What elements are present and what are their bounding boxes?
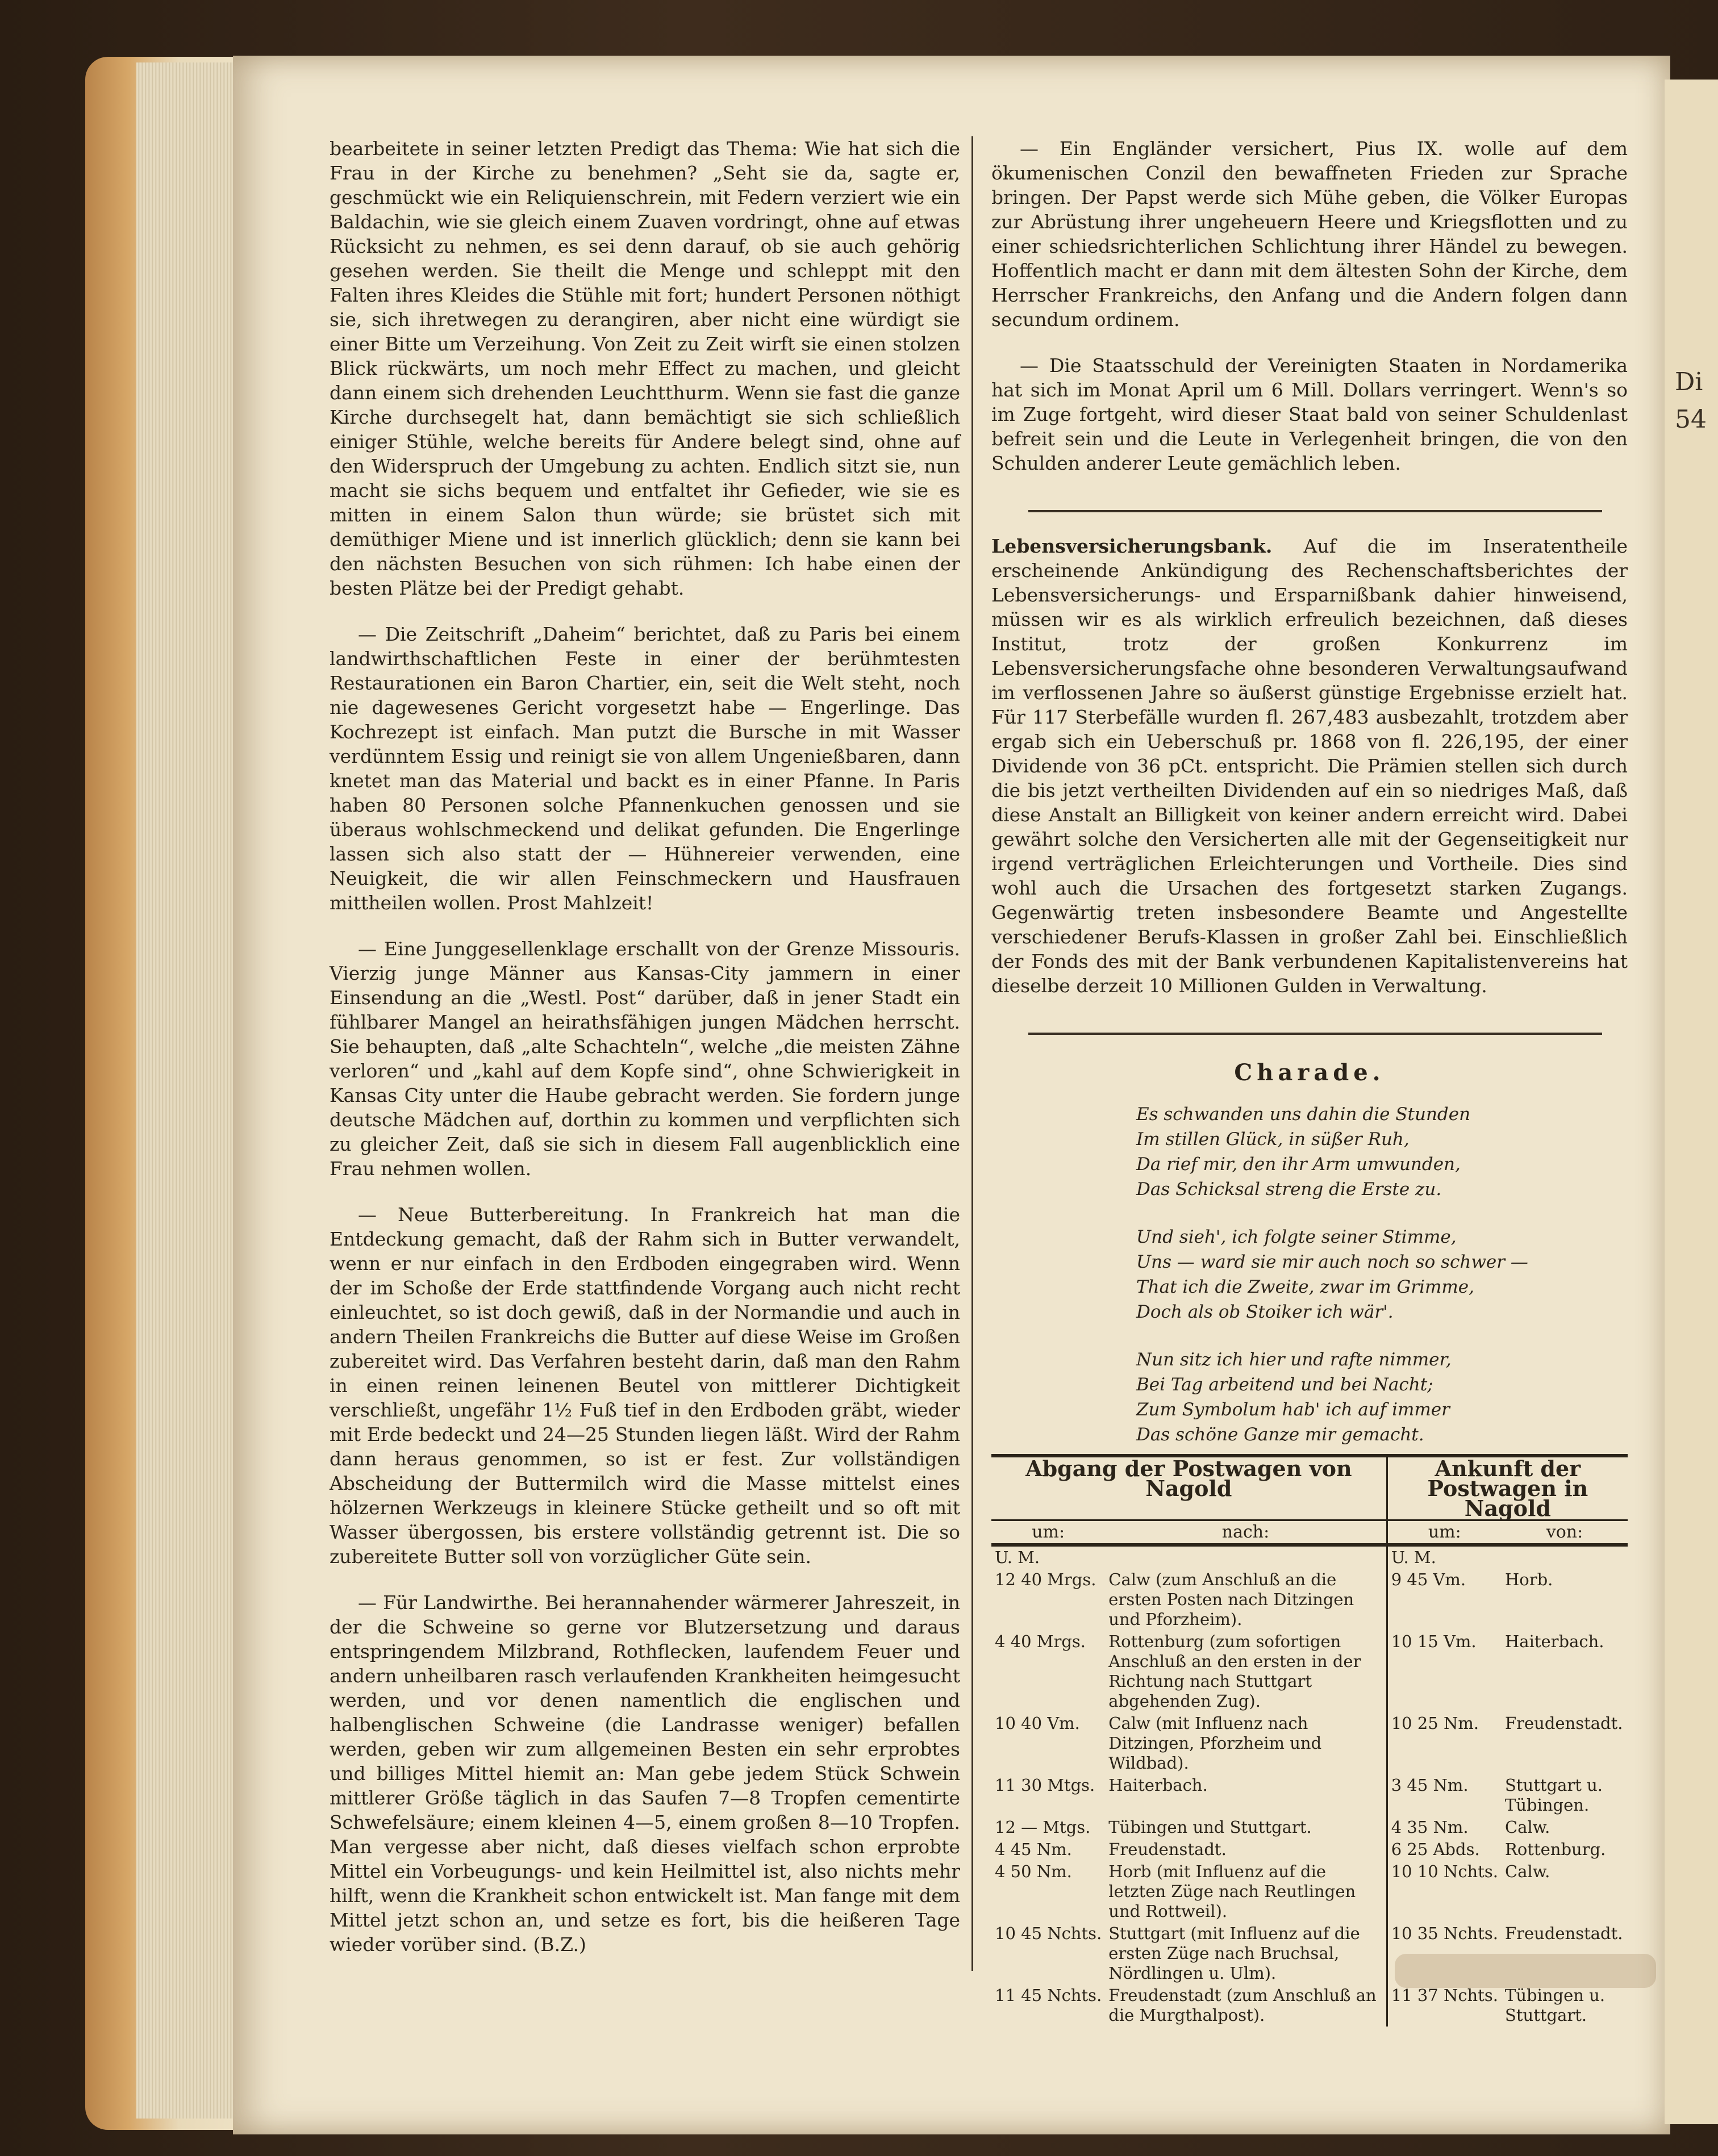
- postwagen-timetable: [991, 1454, 1628, 2027]
- right-column-top: [991, 136, 1628, 497]
- destination: Freudenstadt.: [1105, 1839, 1387, 1861]
- insurance-text: Auf die im Inseratentheile erscheinende Ankündigung des Rechenschaftsberichtes der Lebensversicherungs- und Ersparnißbank dahier hinweisend, müssen wir es als wirklich erfreulich bezeichnen, daß dieses Institut, trotz der großen Konkurrenz im Lebensversicherungsfache ohne besonderen Verwaltungsaufwand im verflossenen Jahre so äußerst günstige Ergebnisse erzielt hat. Für 117 Sterbefälle wurden fl. 267,483 ausbezahlt, trotzdem aber ergab sich ein Ueberschuß pr. 1868 von fl. 226,195, der einer Dividende von 36 pCt. entspricht. Die Prämien stellen sich durch die bis jetzt vertheilten Dividenden auf ein so niedriges Maß, daß diese Anstalt an Billigkeit von keiner andern erreicht wird. Dabei gewährt solche den Versicherten alle mit der Gegenseitigkeit nur irgend verträglichen Erleichterungen und Vortheile. Dies sind wohl auch die Ursachen des fortgesetzt starken Zugangs. Gegenwärtig treten insbesondere Beamte und Angestellte verschiedener Berufs-Klassen in großer Zahl bei. Einschließlich der Fonds des mit der Bank verbundenen Kapitalistenvereins hat dieselbe derzeit 10 Millionen Gulden in Verwaltung.: [991, 535, 1628, 997]
- timetable-row: [991, 1839, 1628, 1861]
- unit-header: U. M.: [995, 1548, 1040, 1567]
- origin: Calw.: [1505, 1862, 1550, 1881]
- article-engerlinge: — Die Zeitschrift „Daheim“ berichtet, daß zu Paris bei einem landwirthschaftlichen Feste in einer der berühmtesten Restaurationen ein Baron Chartier, ein, seit die Welt steht, noch nie dagewesenes Gericht vorgesetzt habe — Engerlinge. Das Kochrezept ist einfach. Man putzt die Bursche in mit Wasser verdünntem Essig und reinigt sie von allem Ungenießbaren, dann knetet man das Material und backt es in einer Pfanne. In Paris haben 80 Personen solche Pfannenkuchen genossen und sie überaus wohlschmeckend und delikat gefunden. Die Engerlinge lassen sich also statt der — Hühnereier verwenden, eine Neuigkeit, die wir allen Feinschmeckern und Hausfrauen mittheilen wollen. Prost Mahlzeit!: [330, 623, 960, 914]
- departure-time: 10 45 Nchts.: [995, 1924, 1102, 1943]
- departure-time: 4 45 Nm.: [995, 1840, 1072, 1859]
- departure-title: Abgang der Postwagen von Nagold: [991, 1456, 1387, 1520]
- poem-line: Und sieh', ich folgte seiner Stimme,: [1136, 1227, 1457, 1247]
- arrival-time: 10 10 Nchts.: [1391, 1862, 1498, 1881]
- poem-line: Zum Symbolum hab' ich auf immer: [1136, 1399, 1450, 1420]
- timetable-unit-row: [991, 1545, 1628, 1569]
- poem-line: Doch als ob Stoiker ich wär'.: [1136, 1302, 1394, 1322]
- poem-stanza: [1136, 1102, 1528, 1202]
- destination: Rottenburg (zum sofortigen Anschluß an den ersten in der Richtung nach Stuttgart abgehenden Zug).: [1105, 1631, 1387, 1712]
- poem-line: Nun sitz ich hier und rafte nimmer,: [1136, 1349, 1452, 1370]
- departure-time: 11 30 Mtgs.: [995, 1775, 1095, 1795]
- poem-line: Das schöne Ganze mir gemacht.: [1136, 1424, 1424, 1445]
- charade-poem: [1136, 1102, 1528, 1470]
- arrival-time: 10 15 Vm.: [1391, 1632, 1477, 1651]
- poem-stanza: [1136, 1225, 1528, 1324]
- origin: Freudenstadt.: [1505, 1924, 1623, 1943]
- article-staatsschuld: — Die Staatsschuld der Vereinigten Staaten in Nordamerika hat sich im Monat April um 6 Mill. Dollars verringert. Wenn's so im Zuge fortgeht, wird dieser Staat bald von seiner Schuldenlast befreit sein und die Leute in Verlegenheit bringen, die von den Schulden anderer Leute gemächlich leben.: [991, 354, 1628, 474]
- timetable-row: [991, 1774, 1628, 1816]
- poem-line: Bei Tag arbeitend und bei Nacht;: [1136, 1374, 1433, 1395]
- destination: Calw (zum Anschluß an die ersten Posten nach Ditzingen und Pforzheim).: [1105, 1569, 1387, 1631]
- arrival-time: 11 37 Nchts.: [1391, 1986, 1498, 2005]
- arrival-time: 6 25 Abds.: [1391, 1840, 1480, 1859]
- next-page-edge: [1665, 80, 1718, 2124]
- departure-time: 11 45 Nchts.: [995, 1986, 1102, 2005]
- destination: Stuttgart (mit Influenz auf die ersten Züge nach Bruchsal, Nördlingen u. Ulm).: [1105, 1923, 1387, 1984]
- separator-rule-1: [1028, 510, 1602, 512]
- article-butterbereitung: — Neue Butterbereitung. In Frankreich hat man die Entdeckung gemacht, daß der Rahm sich in Butter verwandelt, wenn er nur einfach in den Erdboden eingegraben wird. Wenn der im Schoße der Erde stattfindende Vorgang auch nicht recht einleuchtet, so ist doch gewiß, daß in der Normandie und auch in andern Theilen Frankreichs die Butter auf diese Weise im Großen zubereitet wird. Das Verfahren besteht darin, daß man den Rahm in einen reinen leinenen Beutel von mittlerer Dichtigkeit verschließt, ungefähr 1½ Fuß tief in den Erdboden gräbt, wieder mit Erde bedeckt und 24—25 Stunden liegen läßt. Wird der Rahm dann heraus genommen, so ist er fest. Zur vollständigen Abscheidung der Buttermilch wird die Masse mittelst eines hölzernen Werkzeugs in kleinere Stücke getheilt und so oft mit Wasser übergossen, bis erstere vollständig getrennt ist. Die so zubereitete Butter soll von vorzüglicher Güte sein.: [330, 1204, 960, 1568]
- destination: Tübingen und Stuttgart.: [1105, 1816, 1387, 1839]
- poem-line: That ich die Zweite, zwar im Grimme,: [1136, 1277, 1475, 1297]
- destination: Freudenstadt (zum Anschluß an die Murgthalpost).: [1105, 1984, 1387, 2027]
- article-sermon: bearbeitete in seiner letzten Predigt das Thema: Wie hat sich die Frau in der Kirche zu benehmen? „Seht sie da, sagte er, geschmückt wie ein Reliquienschrein, mit Federn verziert wie ein Baldachin, wie sie gleich einem Zuaven vordringt, ohne auf etwas Rücksicht zu nehmen, es sei denn darauf, ob sie auch gehörig gesehen werden. Sie theilt die Menge und schleppt mit den Falten ihres Kleides die Stühle mit fort; hundert Personen nöthigt sie, sich ihretwegen zu derangiren, aber nicht eine würdigt sie einer Bitte um Verzeihung. Von Zeit zu Zeit wirft sie einen stolzen Blick rückwärts, um noch mehr Effect zu machen, und gleicht dann einem sich drehenden Leuchtthurm. Wenn sie fast die ganze Kirche durchsegelt hat, dann bemächtigt sie sich schließlich einiger Stühle, welche bereits für Andere belegt sind, ohne auf den Widerspruch der Umgebung zu achten. Endlich sitzt sie, nun macht sie sichs bequem und entfaltet ihr Gefieder, wie sie es mitten in einem Salon thun würde; sie brüstet sich mit demüthiger Miene und ist innerlich glücklich; denn sie kann bei den nächsten Besuchen von sich rühmen: Ich habe einen der besten Plätze bei der Predigt gehabt.: [330, 137, 960, 599]
- arrival-time: 4 35 Nm.: [1391, 1817, 1469, 1837]
- left-column: [330, 136, 960, 1978]
- col-header-von: von:: [1502, 1520, 1628, 1545]
- arrival-time: 10 25 Nm.: [1391, 1714, 1479, 1733]
- col-header-um: um:: [991, 1520, 1105, 1545]
- destination: Horb (mit Influenz auf die letzten Züge nach Reutlingen und Rottweil).: [1105, 1861, 1387, 1923]
- origin: Haiterbach.: [1505, 1632, 1604, 1651]
- poem-line: Es schwanden uns dahin die Stunden: [1136, 1104, 1471, 1125]
- poem-stanza: [1136, 1347, 1528, 1447]
- arrival-time: 10 35 Nchts.: [1391, 1924, 1498, 1943]
- article-junggesellenklage: — Eine Junggesellenklage erschallt von der Grenze Missouris. Vierzig junge Männer aus Kansas-City jammern in einer Einsendung an die „Westl. Post“ darüber, daß in jener Stadt ein fühlbarer Mangel an heirathsfähigen jungen Mädchen herrscht. Sie behaupten, daß „alte Schachteln“, welche „die meisten Zähne verloren“ und „kahl auf dem Kopfe sind“, ohne Schwierigkeit in Kansas City unter die Haube gebracht werden. Sie fordern junge deutsche Mädchen auf, dorthin zu kommen und verpflichten sich zu gleicher Zeit, daß sie sich in diesem Fall augenblicklich eine Frau nehmen wollen.: [330, 938, 960, 1180]
- col-header-um-arrival: um:: [1387, 1520, 1502, 1545]
- poem-line: Uns — ward sie mir auch noch so schwer —: [1136, 1252, 1528, 1272]
- departure-time: 4 50 Nm.: [995, 1862, 1072, 1881]
- separator-rule-2: [1028, 1033, 1602, 1035]
- departure-time: 4 40 Mrgs.: [995, 1632, 1086, 1651]
- charade-title: Charade.: [1234, 1059, 1385, 1086]
- next-page-fragment: [1675, 363, 1707, 438]
- next-page-line-2: 54: [1675, 405, 1707, 434]
- unit-header-arrival: U. M.: [1391, 1548, 1436, 1567]
- next-page-line-1: Di: [1675, 367, 1703, 396]
- article-landwirthe: — Für Landwirthe. Bei herannahender wärmerer Jahreszeit, in der die Schweine so gerne vor Blutzersetzung und daraus entspringendem Milzbrand, Rothflecken, laufendem Feuer und andern unheilbaren rasch verlaufenden Krankheiten heimgesucht werden, und vor denen namentlich die englischen und halbenglischen Schweine (die Landrasse weniger) befallen werden, geben wir zum allgemeinen Besten ein sehr erprobtes und billiges Mittel hiemit an: Man gebe jedem Stück Schwein mittlerer Größe täglich in das Saufen 7—8 Tropfen cementirte Schwefelsäure; einem kleinen 4—5, einem großen 8—10 Tropfen. Man vergesse aber nicht, daß dieses vielfach schon erprobte Mittel ein Vorbeugungs- und kein Heilmittel ist, also nichts mehr hilft, wenn die Krankheit schon entwickelt ist. Man fange mit dem Mittel jetzt schon an, und setze es fort, bis die heißeren Tage wieder vorüber sind. (B.Z.): [330, 1591, 960, 1956]
- poem-line: Im stillen Glück, in süßer Ruh,: [1136, 1129, 1410, 1150]
- col-header-nach: nach:: [1105, 1520, 1387, 1545]
- arrival-time: 3 45 Nm.: [1391, 1775, 1469, 1795]
- origin: Rottenburg.: [1505, 1840, 1606, 1859]
- poem-line: Da rief mir, den ihr Arm umwunden,: [1136, 1154, 1461, 1175]
- paper-stain: [1395, 1954, 1656, 1988]
- arrival-time: 9 45 Vm.: [1391, 1570, 1466, 1589]
- origin: Stuttgart u. Tübingen.: [1505, 1775, 1603, 1815]
- timetable-row: [991, 1712, 1628, 1774]
- departure-time: 12 — Mtgs.: [995, 1817, 1091, 1837]
- destination: Haiterbach.: [1105, 1774, 1387, 1816]
- timetable-row: [991, 1569, 1628, 1631]
- article-papst: — Ein Engländer versichert, Pius IX. wolle auf dem ökumenischen Conzil den bewaffneten Frieden zur Sprache bringen. Der Papst werde sich Mühe geben, die Völker Europas zur Abrüstung ihrer ungeheuern Heere und Kriegsflotten und zu einer schiedsrichterlichen Schlichtung ihrer Händel zu bewegen. Hoffentlich macht er dann mit dem ältesten Sohn der Kirche, dem Herrscher Frankreichs, den Anfang und die Andern folgen dann secundum ordinem.: [991, 137, 1628, 331]
- destination: Calw (mit Influenz nach Ditzingen, Pforzheim und Wildbad).: [1105, 1712, 1387, 1774]
- timetable-row: [991, 1861, 1628, 1923]
- insurance-article: [991, 534, 1628, 998]
- origin: Tübingen u. Stuttgart.: [1505, 1986, 1606, 2025]
- insurance-heading: Lebensversicherungsbank.: [991, 535, 1273, 557]
- timetable-row: [991, 1631, 1628, 1712]
- origin: Horb.: [1505, 1570, 1553, 1589]
- column-divider: [971, 136, 973, 1971]
- origin: Calw.: [1505, 1817, 1550, 1837]
- departure-time: 12 40 Mrgs.: [995, 1570, 1096, 1589]
- timetable-row: [991, 1984, 1628, 2027]
- departure-time: 10 40 Vm.: [995, 1714, 1080, 1733]
- poem-line: Das Schicksal streng die Erste zu.: [1136, 1179, 1442, 1200]
- origin: Freudenstadt.: [1505, 1714, 1623, 1733]
- arrival-title: Ankunft der Postwagen in Nagold: [1387, 1456, 1628, 1520]
- timetable-row: [991, 1816, 1628, 1839]
